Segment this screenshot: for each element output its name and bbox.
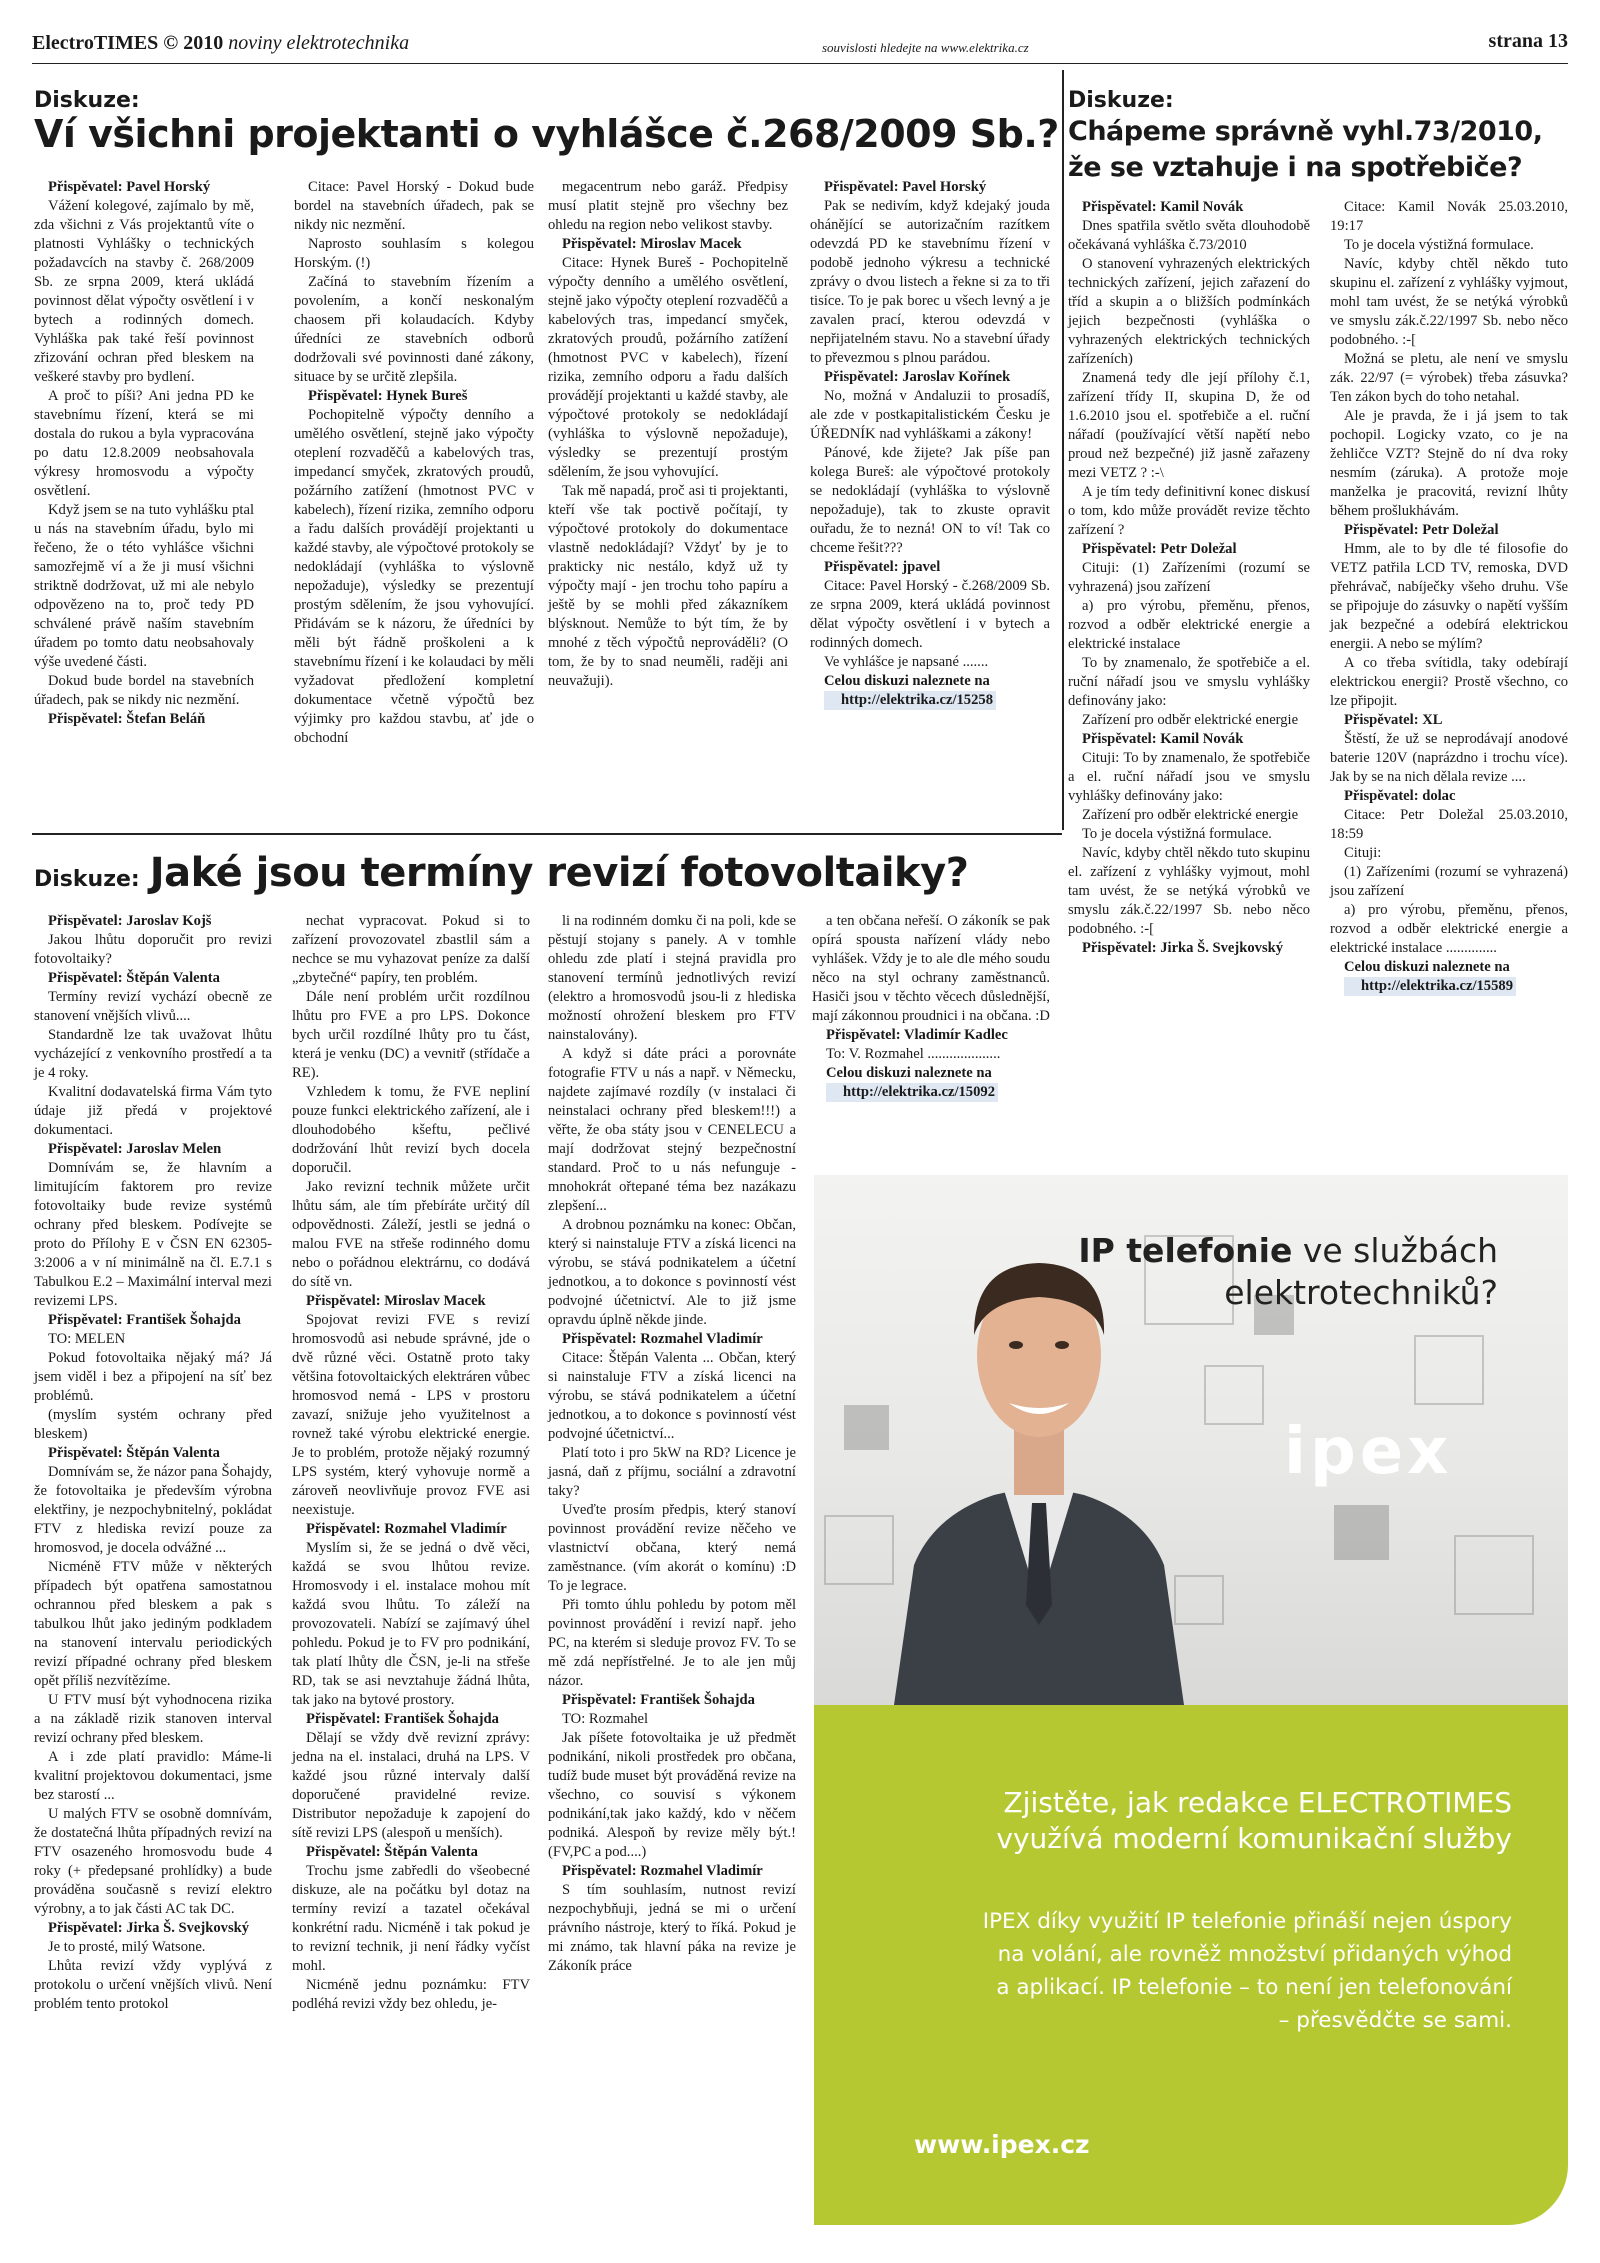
discussion-link-label: Celou diskuzi naleznete na <box>1344 959 1510 975</box>
paragraph: Citace: Hynek Bureš - Pochopitelně výpočty denního a umělého osvětlení, stejně jako výpočty oteplení rozvaděčů a kabelových tras, impedancí smyček, zkratových proudů, požárního zatížení (hmotnost PVC v kabelech), řízení rizika, zemního odporu a řadu dalších provádějí projektanti u každé stavby, ale výpočtové protokoly se nedokládají (vyhláška to výslovně nepožaduje), výsledky se prezentují prostým sdělením, že jsou vyhovující. <box>548 255 788 480</box>
paragraph: Domnívám se, že hlavním a limitujícím faktorem pro revize fotovoltaiky bude revize systémů ochrany před bleskem. Podívejte se proto do Přílohy E v ČSN EN 62305-3:2006 a v ní minimálně na čl. E.7.1 s Tabulkou E.2 – Maximální interval mezi revizemi LPS. <box>34 1160 272 1309</box>
paragraph: Je to prosté, milý Watsone. <box>48 1939 206 1955</box>
art2-kicker: Diskuze: <box>1068 88 1174 113</box>
contributor-name: Přispěvatel: František Šohajda <box>48 1312 241 1328</box>
paragraph: Nicméně FTV může v některých případech být opatřena samostatnou ochrannou před bleskem a pak s tabulkou lhůt jako jediným podkladem na stanovení intervalu periodických revizí případné ochrany před bleskem opět příliš nezvítězíme. <box>34 1559 272 1689</box>
ad-headline-bold: IP telefonie <box>1078 1231 1293 1270</box>
paragraph: Dále není problém určit rozdílnou lhůtu pro FVE a pro LPS. Dokonce bych určil rozdílné lhůty pro tu část, která je venku (DC) a vevnitř (střídače a RE). <box>292 989 530 1081</box>
paragraph: Jak píšete fotovoltaika je už předmět podnikání, nikoli prostředek pro občana, tudíž bude muset být prováděná revize na všechno, co souvisí s výkonem podnikání,tak jako každý, kdo v něčem podniká. Alespoň by revize měly být.! (FV,PC a pod....) <box>548 1730 796 1860</box>
paragraph: nechat vypracovat. Pokud si to zařízení provozovatel zbastlil sám a nechce se mu vyhazovat peníze za další „zbytečné“ papíry, ten problém. <box>292 913 530 986</box>
art1-column-1 <box>34 178 254 729</box>
art1-kicker: Diskuze: <box>34 88 140 113</box>
section-divider <box>32 833 1062 835</box>
paragraph: Cituji: (1) Zařízeními (rozumí se vyhrazená) jsou zařízení <box>1068 560 1310 595</box>
paragraph: Cituji: <box>1344 845 1382 861</box>
paragraph: Jakou lhůtu doporučit pro revizi fotovoltaiky? <box>34 932 272 967</box>
contributor-name: Přispěvatel: Jaroslav Melen <box>48 1141 222 1157</box>
art1-title: Ví všichni projektanti o vyhlášce č.268/2009 Sb.? <box>34 112 1059 156</box>
paragraph: A když si dáte práci a porovnáte fotografie FTV u nás a např. v Německu, najdete zajímavé rozdíly (v instalaci či neinstalaci ochrany před bleskem!!!) a věřte, že oba státy jsou v CENELECU a mají dodržovat stejný bezpečnostní standard. Proč to u nás nefunguje - mnohokrát ořtepané téma bez nazákazu zlepšení... <box>548 1046 796 1214</box>
paragraph: Dokud bude bordel na stavebních úřadech, pak se nikdy nic nezmění. <box>34 673 254 708</box>
paragraph: Znamená tedy dle její přílohy č.1, zařízení třídy II, skupina D, že od 1.6.2010 jsou el. spotřebiče a el. ruční nářadí (používající větší napětí nebo proud než bezpečné) již jasně zařazeny mezi VETZ ? :-\ <box>1068 370 1310 481</box>
contributor-name: Přispěvatel: Štěpán Valenta <box>48 970 220 986</box>
brand-subtitle: noviny elektrotechnika <box>228 32 410 54</box>
discussion-url-row <box>812 1083 1050 1102</box>
art1-column-4 <box>810 178 1050 710</box>
ad-tagline <box>996 1785 1512 1857</box>
contributor-name: Přispěvatel: Kamil Novák <box>1082 731 1244 747</box>
paragraph: Dělají se vždy dvě revizní zprávy: jedna na el. instalaci, druhá na LPS. V každé jsou různé intervaly další doporučené pravidelné revize. Distributor nepožaduje k zapojení do sítě revizi LPS (alespoň u menších). <box>292 1730 530 1841</box>
paragraph: Standardně lze tak uvažovat lhůtu vycházející z venkovního prostředí a ta je 4 roky. <box>34 1027 272 1081</box>
contributor-name: Přispěvatel: František Šohajda <box>306 1711 499 1727</box>
art3-column-2 <box>292 912 530 2014</box>
paragraph: Při tomto úhlu pohledu by potom měl povinnost provádění i revizí např. jeho PC, na kterém si sleduje provoz FV. To se mě zdá nepřístřelné. Je to ale jen můj názor. <box>548 1597 796 1689</box>
paragraph: To by znamenalo, že spotřebiče a el. ruční nářadí jsou ve smyslu vyhlášky definovány jako: <box>1068 655 1310 709</box>
paragraph: Domnívám se, že názor pana Šohajdy, že fotovoltaika je především výrobna elektřiny, je nezpochybnitelný, pokládat FTV z hlediska revizí pouze za hromosvod, je docela odvážné ... <box>34 1464 272 1556</box>
ad-tagline-1: Zjistěte, jak redakce ELECTROTIMES <box>1003 1786 1512 1819</box>
contributor-name: Přispěvatel: Vladimír Kadlec <box>826 1027 1008 1043</box>
paragraph: megacentrum nebo garáž. Předpisy musí platit stejně pro všechny bez ohledu na region nebo velikost stavby. <box>548 179 788 233</box>
paragraph: A co třeba svítidla, taky odebírají elektrickou energii? Prostě všechno, co lze připojit. <box>1330 655 1568 709</box>
paragraph: Zařízení pro odběr elektrické energie <box>1082 807 1299 823</box>
paragraph: Nicméně jednu poznámku: FTV podléhá revizi vždy bez ohledu, je- <box>292 1977 530 2012</box>
contributor-name: Přispěvatel: Kamil Novák <box>1082 199 1244 215</box>
contributor-name: Přispěvatel: Petr Doležal <box>1344 522 1499 538</box>
art2-title: Chápeme správně vyhl.73/2010, že se vztahuje i na spotřebiče? <box>1068 116 1543 183</box>
contributor-name: Přispěvatel: František Šohajda <box>562 1692 755 1708</box>
paragraph: Platí toto i pro 5kW na RD? Licence je jasná, daň z příjmu, sociální a zdravotní taky? <box>548 1445 796 1499</box>
art1-column-3 <box>548 178 788 691</box>
paragraph: Spojovat revizi FVE s revizí hromosvodů asi nebude správné, jde o dvě různé věci. Ostatně proto taky většina fotovoltaických elektráren vůbec hromosvod nemá - LPS v prostoru zavazí, snižuje jeho využitelnost a rovnež také výrobu elektrické energie. Je to problém, protože nějaký rozumný LPS systém, který vyhovuje normě a zároveň neovlivňuje provoz FVE asi neexistuje. <box>292 1312 530 1518</box>
paragraph: Když jsem se na tuto vyhlášku ptal u nás na stavebním úřadu, bylo mi řečeno, že o této vyhlášce všichni samozřejmě ví a že ji musí všichni striktně dodržovat, už mi ale nebylo odpovězeno na to, proč tedy PD schválené právě naším stavebním úřadem po tomto datu neobsahovaly výše uvedené části. <box>34 502 254 670</box>
paragraph: A proč to píši? Ani jedna PD ke stavebnímu řízení, která se mi dostala do rukou a byla vypracována po datu 12.8.2009 neobsahovala výkresy hromosvodu a výpočty osvětlení. <box>34 388 254 499</box>
paragraph: Pak se nedivím, když kdejaký jouda ohánějící se autorizačním razítkem odevzdá PD ke stavebnímu řízení v podobě jednoho výkresu a technické zprávy o dvou listech a řekne si za to tři tisíce. To je pak borec u všech levný a je zavalen prací, kterou odevzdá v nepřijatelném stavu. No a stavební úřady to převezmou s plnou parádou. <box>810 198 1050 366</box>
paragraph: Ale je pravda, že i já jsem to tak pochopil. Logicky vzato, co je na žehličce VZT? Stejně do ní dva roky nesmím (záruka). A protože moje manželka je pracovitá, revizní lhůty během prošlukhávám. <box>1330 408 1568 519</box>
art2-column-2 <box>1330 198 1568 996</box>
paragraph: Citace: Petr Doležal 25.03.2010, 18:59 <box>1330 807 1568 842</box>
header-hint: souvislosti hledejte na www.elektrika.cz <box>822 40 1029 55</box>
art3-column-1 <box>34 912 272 2014</box>
contributor-name: Přispěvatel: Miroslav Macek <box>562 236 742 252</box>
contributor-name: Přispěvatel: Jirka Š. Svejkovský <box>1082 940 1284 956</box>
page-number: strana 13 <box>1488 30 1568 52</box>
paragraph: S tím souhlasím, nutnost revizí nezpochybňuji, jedná se mi o určení právního nástroje, který to říká. Pokud je mi známo, tak hlavní páka na revize je Zákoník práce <box>548 1882 796 1974</box>
paragraph: Lhůta revizí vždy vyplývá z protokolu o určení vnějších vlivů. Není problém tento protokol <box>34 1958 272 2012</box>
ipex-advertisement[interactable] <box>814 1175 1568 2225</box>
paragraph: a ten občana neřeší. O zákoník se pak opírá spousta nařízení vlády nebo vyhlášek. Vždy je to ale dle mého soudu něco na styl ochrany zaměstnanců. Hasiči jsou v těchto věcech důslednější, mají zákonnou proudnici i na občana. :D <box>812 913 1050 1024</box>
contributor-name: Přispěvatel: Rozmahel Vladimír <box>562 1331 763 1347</box>
paragraph: Trochu jsme zabředli do všeobecné diskuze, ale na počátku byl dotaz na termíny revizí a tazatel očekával konkrétní radu. Nicméně i tak pokud je to revizní technik, ji není řádky vyčíst mohl. <box>292 1863 530 1974</box>
ipex-logo: ipex <box>1284 1415 1453 1489</box>
ad-headline-line2: elektrotechniků? <box>1224 1273 1498 1312</box>
contributor-name: Přispěvatel: Štěpán Valenta <box>48 1445 220 1461</box>
art3-title: Jaké jsou termíny revizí fotovoltaiky? <box>149 850 969 896</box>
paragraph: A drobnou poznámku na konec: Občan, který si nainstaluje FTV a získá licenci na výrobu, se stává podnikatelem a účetní jednotkou, a to dokonce s povinností vést podvojné účetnictví. Ale to již jsme opravdu úplně někde jinde. <box>548 1217 796 1328</box>
contributor-name: Přispěvatel: Hynek Bureš <box>308 388 468 404</box>
ad-body-1: IPEX díky využití IP telefonie přináší nejen úspory <box>982 1909 1512 1934</box>
contributor-name: Přispěvatel: Pavel Horský <box>824 179 987 195</box>
discussion-link-label: Celou diskuzi naleznete na <box>824 673 990 689</box>
paragraph: Navíc, kdyby chtěl někdo tuto skupinu el. zařízení z vyhlášky vyjmout, mohl tam uvést, že se netýká výrobků ve smyslu zák.č.22/1997 Sb. nebo něco podobného. :-[ <box>1330 256 1568 348</box>
paragraph: Citace: Pavel Horský - Dokud bude bordel na stavebních úřadech, pak se nikdy nic nezmění. <box>294 179 534 233</box>
contributor-name: Přispěvatel: Štěpán Valenta <box>306 1844 478 1860</box>
art3-header <box>34 850 968 896</box>
contributor-name: Přispěvatel: Rozmahel Vladimír <box>562 1863 763 1879</box>
art3-column-4 <box>812 912 1050 1102</box>
paragraph: Vážení kolegové, zajímalo by mě, zda všichni z Vás projektantů víte o platnosti Vyhlášky o technických požadavcích na stavby č. 268/2009 Sb. ze srpna 2009, která ukládá povinnost dělat výpočty osvětlení i v bytech a rodinných domech. Vyhláška pak také řeší povinnost zřizování ochran před bleskem na veškeré stavby pro bydlení. <box>34 198 254 385</box>
page-header <box>32 24 1568 64</box>
contributor-name: Přispěvatel: dolac <box>1344 788 1456 804</box>
paragraph: Cituji: To by znamenalo, že spotřebiče a el. ruční nářadí jsou ve smyslu vyhlášky definovány jako: <box>1068 750 1310 804</box>
ad-photo-area <box>814 1175 1568 1705</box>
paragraph: Myslím si, že se jedná o dvě věci, každá se svou lhůtou revize. Hromosvody i el. instalace mohou mít každá svou lhůtu. To záleží na provozovateli. Nabízí se zajímavý úhel pohledu. Pokud je to FV pro podnikání, tak platí lhůty dle ČSN, je-li na střeše RD, tak se asi nevztahuje žádná lhůta, tak jako na bytové prostory. <box>292 1540 530 1708</box>
ad-headline-rest: ve službách <box>1292 1231 1498 1270</box>
contributor-name: Přispěvatel: Petr Doležal <box>1082 541 1237 557</box>
discussion-url-row <box>810 691 1050 710</box>
paragraph: Navíc, kdyby chtěl někdo tuto skupinu el. zařízení z vyhlášky vyjmout, mohl tam uvést, že se netýká výrobků ve smyslu zák.č.22/1997 Sb. nebo něco podobného. :-[ <box>1068 845 1310 937</box>
paragraph: Kvalitní dodavatelská firma Vám tyto údaje již předá v projektové dokumentaci. <box>34 1084 272 1138</box>
paragraph: Citace: Pavel Horský - č.268/2009 Sb. ze srpna 2009, která ukládá povinnost dělat výpočty osvětlení i v bytech a rodinných domech. <box>810 578 1050 651</box>
paragraph: To: V. Rozmahel .................... <box>826 1046 1001 1062</box>
discussion-link-label: Celou diskuzi naleznete na <box>826 1065 992 1081</box>
paragraph: Citace: Kamil Novák 25.03.2010, 19:17 <box>1330 199 1568 234</box>
contributor-name: Přispěvatel: XL <box>1344 712 1443 728</box>
contributor-name: Přispěvatel: Jaroslav Kořínek <box>824 369 1011 385</box>
paragraph: Hmm, ale to by dle té filosofie do VETZ patřila LCD TV, remoska, DVD přehrávač, nabíječky všeho druhu. Vše se připojuje do zásuvky o napětí vyšším jak bezpečné a odebírá elektrickou energii. A nebo se mýlím? <box>1330 541 1568 652</box>
brand-name: ElectroTIMES © 2010 <box>32 32 224 54</box>
paragraph: a) pro výrobu, přeměnu, přenos, rozvod a odběr elektrické energie a elektrické instalace <box>1068 598 1310 652</box>
paragraph: Pokud fotovoltaika nějaký má? Já jsem viděl i bez a připojení na síť bez problémů. <box>34 1350 272 1404</box>
paragraph: No, možná v Andaluzii to prosadíš, ale zde v postkapitalistickém Česku je ÚŘEDNÍK nad vyhláškami a zákony! <box>810 388 1050 442</box>
paragraph: Začíná to stavebním řízením a povolením, a končí neskonalým chaosem při kolaudacích. Kdyby úředníci ze stavebních odborů dodržovali své povinnosti dané zákony, situace by se určitě zlepšila. <box>294 274 534 385</box>
paragraph: U FTV musí být vyhodnocena rizika a na základě rizik stanoven interval revizí ochrany před bleskem. <box>34 1692 272 1746</box>
paragraph: (myslím systém ochrany před bleskem) <box>34 1407 272 1442</box>
contributor-name: Přispěvatel: Štefan Beláň <box>48 711 206 727</box>
decor-square <box>1414 1335 1484 1405</box>
ad-headline <box>1078 1230 1498 1314</box>
paragraph: TO: Rozmahel <box>562 1711 649 1727</box>
paragraph: Ve vyhlášce je napsané ....... <box>824 654 989 670</box>
paragraph: To je docela výstižná formulace. <box>1344 237 1534 253</box>
paragraph: Uveďte prosím předpis, který stanoví povinnost provádění revize něčeho ve vlastnictví občana, který nemá zaměstnance. (vím akorát o komínu) :D To je legrace. <box>548 1502 796 1594</box>
ad-body-2: na volání, ale rovněž množství přidaných výhod <box>997 1942 1512 1967</box>
art3-column-3 <box>548 912 796 1976</box>
paragraph: To je docela výstižná formulace. <box>1082 826 1272 842</box>
paragraph: U malých FTV se osobně domnívám, že dostatečná lhůta případných revizí na FTV osazeného hromosvodu bude 4 roky (+ předepsané prohlídky) a bude prováděna současně s revizí elektro výrobny, a to jak části AC tak DC. <box>34 1806 272 1917</box>
column-divider <box>1062 70 1064 830</box>
paragraph: TO: MELEN <box>48 1331 126 1347</box>
discussion-url-link[interactable]: http://elektrika.cz/15589 <box>1344 977 1516 996</box>
ad-body-3: a aplikací. IP telefonie – to není jen telefonování <box>996 1975 1512 2000</box>
masthead <box>32 32 409 55</box>
paragraph: A je tím tedy definitivní konec diskusí o tom, kdo může provádět revize těchto zařízení ? <box>1068 484 1310 538</box>
paragraph: li na rodinném domku či na poli, kde se pěstují stojany s panely. A v tomhle ohledu zde platí i stejná pravidla pro stanovení termínů jednotlivých revizí (elektro a hromosvodů jsou-li z hlediska možností ohrožení bleskem pro FTV nainstalovány). <box>548 913 796 1043</box>
paragraph: Pánové, kde žijete? Jak píše pan kolega Bureš: ale výpočtové protokoly se nedokládají (vyhláška to výslovně nepožaduje), tak to zkuste opravit ouřadu, že to nezná! ON to ví! Tak co chceme řešit??? <box>810 445 1050 556</box>
paragraph: Jako revizní technik můžete určit lhůtu sám, ale tím přebíráte určitý díl odpovědnosti. Záleží, jestli se jedná o malou FVE na střeše rodinného domu nebo o pořádnou elektrárnu, co dodává do sítě vn. <box>292 1179 530 1290</box>
art3-kicker: Diskuze: <box>34 867 140 892</box>
contributor-name: Přispěvatel: jpavel <box>824 559 941 575</box>
paragraph: Naprosto souhlasím s kolegou Horským. (!) <box>294 236 534 271</box>
paragraph: Pochopitelně výpočty denního a umělého osvětlení, stejně jako výpočty oteplení rozvaděčů a kabelových tras, impedancí smyček, zkratových proudů, požárního zatížení (hmotnost PVC v kabelech), řízení rizika, zemního odporu a řadu dalších provádějí projektanti u každé stavby, ale výpočtové protokoly se nedokládají (vyhláška to výslovně nepožaduje), výsledky se prezentují prostým sdělením, že jsou vyhovující. Přidávám se k názoru, že úředníci by měli být řádně proškoleni a k stavebnímu řízení i ke kolaudaci by měli vyžadovat předložení kompletní dokumentace včetně výpočtů bez výjimky pro každou stavbu, ať jde o obchodní <box>294 407 534 746</box>
ad-tagline-2: využívá moderní komunikační služby <box>996 1822 1512 1855</box>
contributor-name: Přispěvatel: Pavel Horský <box>48 179 211 195</box>
ad-body <box>983 1905 1512 2037</box>
art2-column-1 <box>1068 198 1310 958</box>
paragraph: Citace: Štěpán Valenta ... Občan, který si nainstaluje FTV a získá licenci na výrobu, se stává podnikatelem a účetní jednotkou, a to dokonce s povinností vést podvojné účetnictví... <box>548 1350 796 1442</box>
paragraph: a) pro výrobu, přeměnu, přenos, rozvod a odběr elektrické energie a elektrické instalace .............. <box>1330 902 1568 956</box>
paragraph: Termíny revizí vychází obecně ze stanovení vnějších vlivů.... <box>34 989 272 1024</box>
paragraph: O stanovení vyhrazených elektrických technických zařízení, jejich zařazení do tříd a skupin a o bližších podmínkách jejich bezpečnosti (vyhláška o vyhrazených elektrických technických zařízeních) <box>1068 256 1310 367</box>
ad-green-panel <box>814 1705 1568 2225</box>
decor-square <box>1334 1505 1389 1560</box>
art1-column-2 <box>294 178 534 748</box>
paragraph: Zařízení pro odběr elektrické energie <box>1082 712 1299 728</box>
paragraph: Tak mě napadá, proč asi ti projektanti, kteří vše tak poctivě počítají, ty výpočtové protokoly do dokumentace vlastně nedokládají? Vždyť by je to prakticky nic nestálo, když už ty výpočty mají - jen trochu toho papíru a ještě by se mohli před zákazníkem blýsknout. Nemůže to být tím, že by mnohé z těch výpočtů neprováděli? (O tom, že by to snad neuměli, raději ani neuvažuji). <box>548 483 788 689</box>
paragraph: A i zde platí pravidlo: Máme-li kvalitní projektovou dokumentaci, jsme bez starostí ... <box>34 1749 272 1803</box>
decor-square <box>1454 1535 1534 1615</box>
discussion-url-link[interactable]: http://elektrika.cz/15258 <box>824 691 996 710</box>
contributor-name: Přispěvatel: Miroslav Macek <box>306 1293 486 1309</box>
discussion-url-link[interactable]: http://elektrika.cz/15092 <box>826 1083 998 1102</box>
discussion-url-row <box>1330 977 1568 996</box>
ad-body-4: – přesvědčte se sami. <box>1278 2008 1512 2033</box>
paragraph: Dnes spatřila světlo světa dlouhodobě očekávaná vyhláška č.73/2010 <box>1068 218 1310 253</box>
paragraph: Štěstí, že už se neprodávají anodové baterie 120V (naprázdno i trochu více). Jak by se na nich dělala revize .... <box>1330 731 1568 785</box>
paragraph: Možná se pletu, ale není ve smyslu zák. 22/97 (= výrobek) třeba zásuvka? Ten zákon bych do toho netahal. <box>1330 351 1568 405</box>
paragraph: Vzhledem k tomu, že FVE nepliní pouze funkci elektrického zařízení, ale i dlouhodobého kšeftu, pečlivé dodržování lhůt revizí bych docela doporučil. <box>292 1084 530 1176</box>
paragraph: (1) Zařízeními (rozumí se vyhrazená) jsou zařízení <box>1330 864 1568 899</box>
decor-square <box>1204 1365 1264 1425</box>
contributor-name: Přispěvatel: Jirka Š. Svejkovský <box>48 1920 250 1936</box>
contributor-name: Přispěvatel: Rozmahel Vladimír <box>306 1521 507 1537</box>
ad-url-link[interactable]: www.ipex.cz <box>914 2130 1090 2159</box>
contributor-name: Přispěvatel: Jaroslav Kojš <box>48 913 212 929</box>
